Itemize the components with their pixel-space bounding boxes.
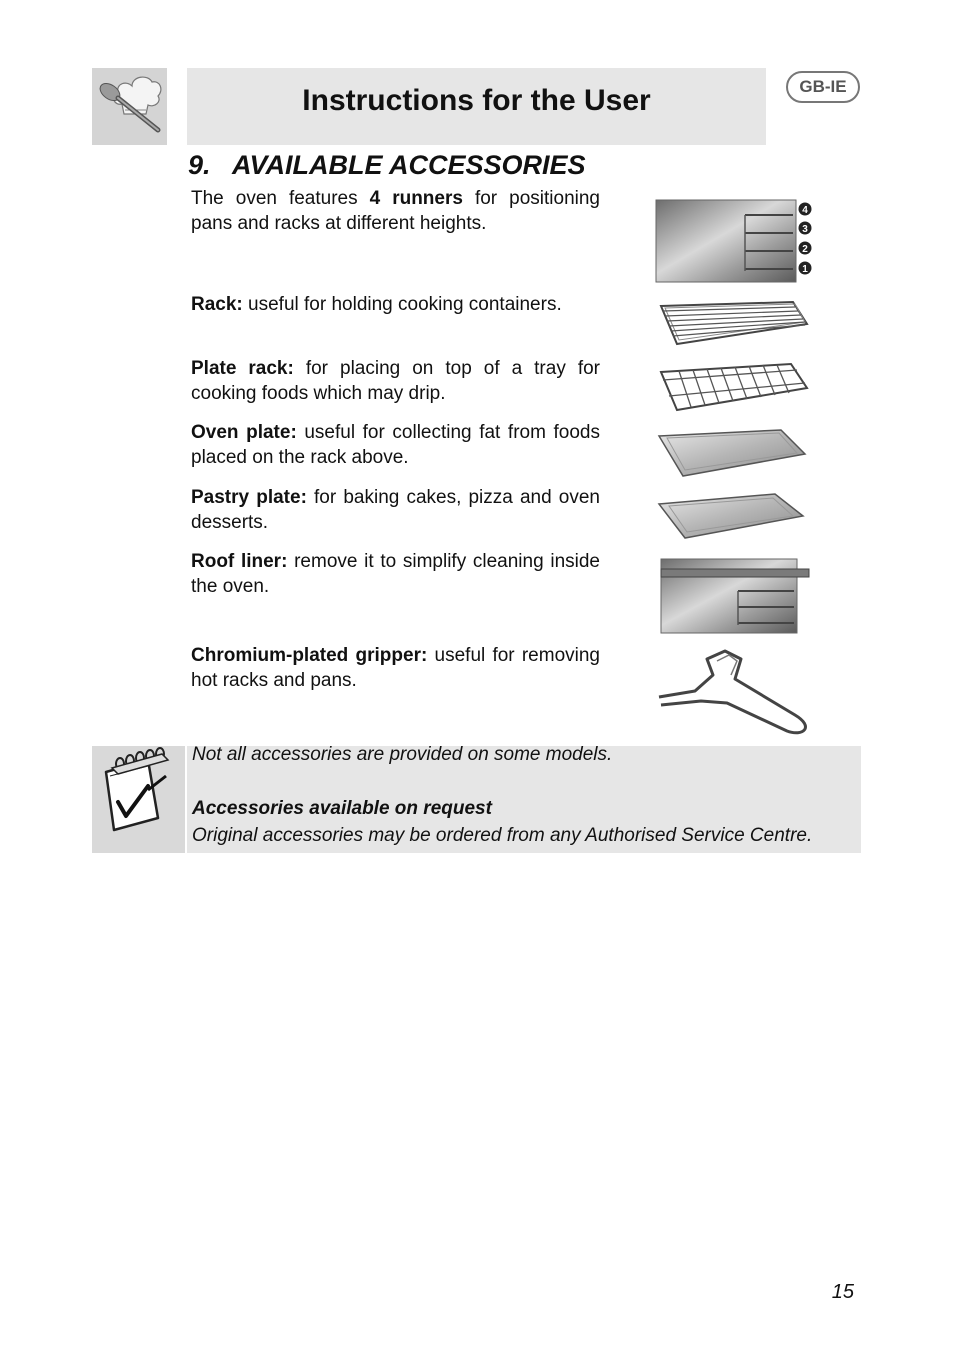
pastry-plate-term: Pastry plate: xyxy=(191,487,307,508)
roof-liner-term: Roof liner: xyxy=(191,551,288,572)
page-number: 15 xyxy=(831,1281,854,1303)
language-badge: GB-IE xyxy=(786,71,860,103)
rack-term: Rack: xyxy=(191,294,243,315)
section-heading xyxy=(188,150,586,181)
spoon-chef-hat-icon xyxy=(92,68,167,145)
paragraph-plate-rack: Plate rack: for placing on top of a tray for cooking foods which may drip. xyxy=(191,358,600,404)
runner-label-4: 4 xyxy=(802,205,808,216)
note-availability: Not all accessories are provided on some models. xyxy=(192,744,613,765)
page-title: Instructions for the User xyxy=(302,84,651,117)
oven-runners-image xyxy=(655,193,815,285)
note-icon-panel xyxy=(92,746,185,853)
gripper-image xyxy=(655,645,813,737)
note-request-heading: Accessories available on request xyxy=(192,798,492,819)
paragraph-pastry-plate: Pastry plate: for baking cakes, pizza and oven desserts. xyxy=(191,487,600,533)
runners-term: 4 runners xyxy=(369,188,463,209)
oven-plate-term: Oven plate: xyxy=(191,422,297,443)
pastry-plate-image xyxy=(655,492,811,542)
notepad-check-icon xyxy=(92,746,185,853)
paragraph-gripper: Chromium-plated gripper: useful for removing hot racks and pans. xyxy=(191,645,600,691)
roof-liner-image xyxy=(660,555,810,635)
gripper-term: Chromium-plated gripper: xyxy=(191,645,428,666)
header-title-panel xyxy=(187,68,766,145)
runner-label-2: 2 xyxy=(802,244,808,255)
note-service-centre: Original accessories may be ordered from any Authorised Service Centre. xyxy=(192,825,813,846)
logo-panel xyxy=(92,68,167,145)
runner-label-3: 3 xyxy=(802,224,808,235)
paragraph-roof-liner: Roof liner: remove it to simplify cleaning inside the oven. xyxy=(191,551,600,597)
plate-rack-image xyxy=(655,362,811,414)
oven-plate-image xyxy=(655,428,811,480)
note-panel xyxy=(187,746,861,853)
paragraph-oven-plate: Oven plate: useful for collecting fat from foods placed on the rack above. xyxy=(191,422,600,468)
rack-image xyxy=(655,300,811,348)
section-number: 9. xyxy=(188,150,211,180)
section-title: AVAILABLE ACCESSORIES xyxy=(232,150,586,180)
runner-label-1: 1 xyxy=(802,264,808,275)
plate-rack-term: Plate rack: xyxy=(191,358,294,379)
paragraph-rack: Rack: useful for holding cooking containers. xyxy=(191,294,562,315)
paragraph-runners: The oven features 4 runners for positioning pans and racks at different heights. xyxy=(191,188,600,234)
